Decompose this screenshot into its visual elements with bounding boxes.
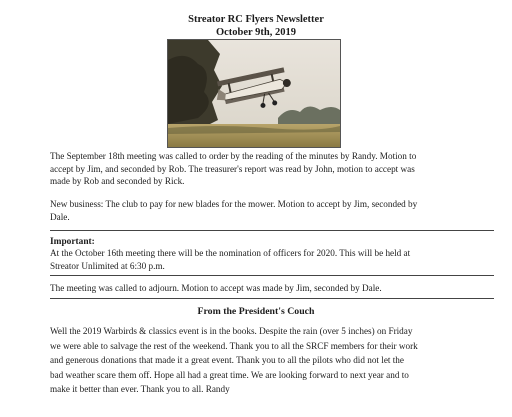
presidents-couch-heading: From the President's Couch: [197, 306, 315, 317]
newsletter-title: Streator RC Flyers Newsletter: [188, 14, 324, 25]
important-label: Important:: [50, 237, 95, 247]
presidents-couch-paragraph: [50, 324, 490, 397]
important-paragraph: [50, 247, 490, 272]
presidents-couch-line: bad weather scare them off. Hope all had a great time. We are looking forward to next year and to: [50, 369, 409, 380]
minutes-line: accept by Jim, and seconded by Rob. The treasurer's report was read by John, motion to accept was: [50, 163, 415, 174]
new-business-paragraph: [50, 198, 490, 223]
newsletter-date: October 9th, 2019: [215, 27, 296, 38]
minutes-line: The September 18th meeting was called to order by the reading of the minutes by Randy. Motion to: [50, 151, 417, 161]
adjourn-paragraph: [50, 282, 490, 295]
divider: [50, 298, 494, 299]
important-line: Streator Unlimited at 6:30 p.m.: [50, 260, 165, 271]
new-business-line: New business: The club to pay for new blades for the mower. Motion to accept by Jim, seconded by: [50, 199, 418, 209]
presidents-couch-line: we were able to salvage the rest of the weekend. Thank you to all the SRCF members for their work: [50, 340, 418, 351]
important-line: At the October 16th meeting there will be the nomination of officers for 2020. This will be held at: [50, 248, 411, 258]
divider: [50, 275, 494, 276]
minutes-line: made by Rob and seconded by Rick.: [50, 176, 185, 186]
presidents-couch-line: Well the 2019 Warbirds & classics event is in the books. Despite the rain (over 5 inches) on Friday: [50, 326, 413, 336]
minutes-paragraph: [50, 150, 490, 188]
biplane-photo: [167, 39, 341, 148]
divider: [50, 230, 494, 231]
new-business-line: Dale.: [50, 211, 70, 222]
adjourn-line: The meeting was called to adjourn. Motion to accept was made by Jim, seconded by Dale.: [50, 283, 382, 293]
presidents-couch-line: make it better than ever. Thank you to all. Randy: [50, 384, 230, 394]
presidents-couch-line: and generous donations that made it a great event. Thank you to all the pilots who did not let the: [50, 355, 404, 365]
